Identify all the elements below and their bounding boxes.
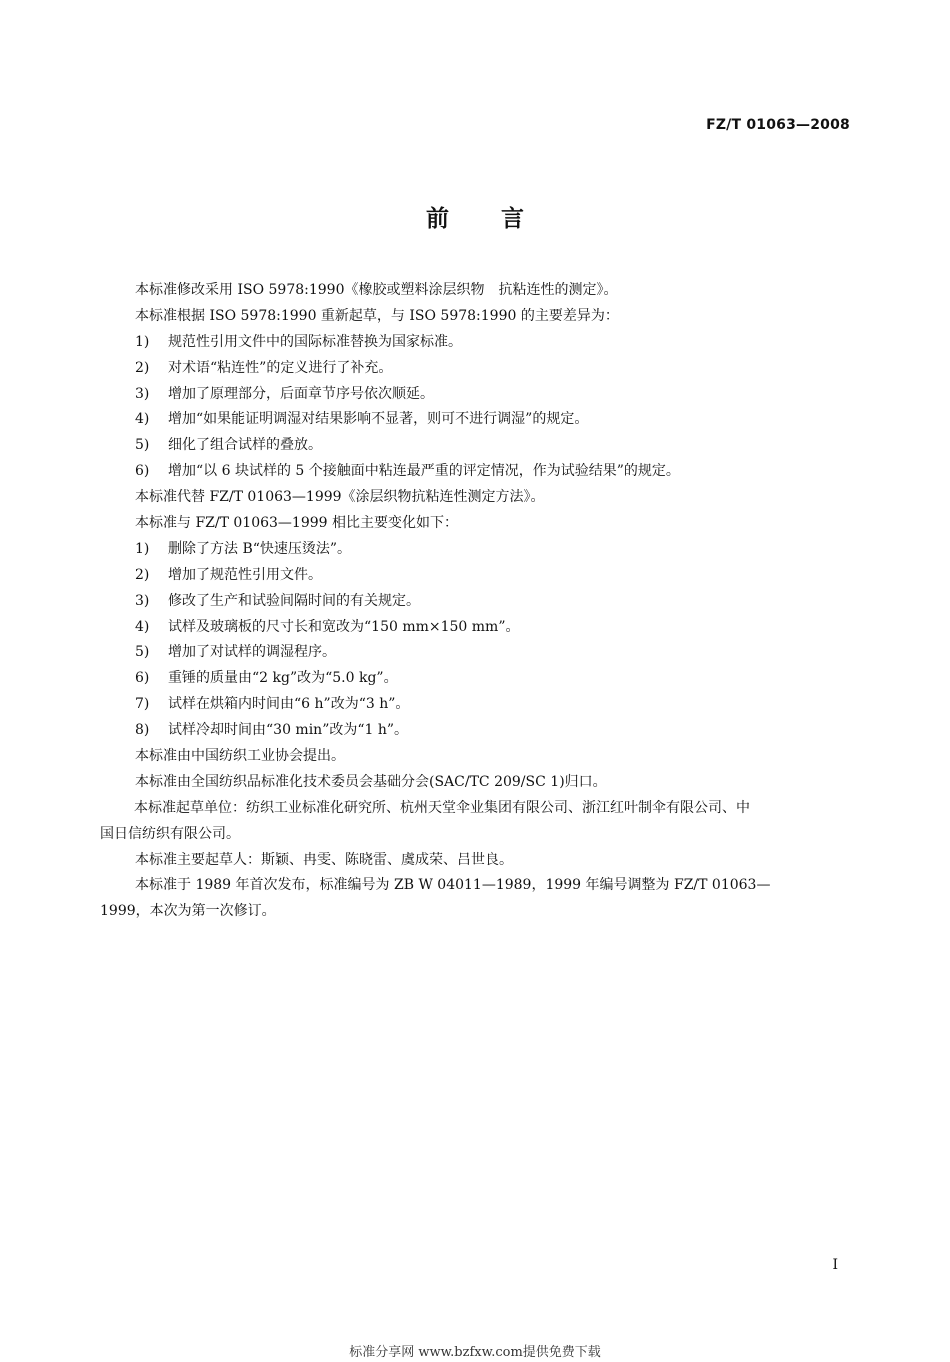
item-number: 1) xyxy=(135,540,150,557)
list-item xyxy=(135,407,850,433)
item-text: 删除了方法 B“快速压烫法”。 xyxy=(168,540,352,557)
list-item xyxy=(135,615,850,641)
standard-code: FZ/T 01063—2008 xyxy=(706,117,850,133)
item-number: 5) xyxy=(135,644,150,661)
paragraph: 本标准由全国纺织品标准化技术委员会基础分会(SAC/TC 209/SC 1)归口。 xyxy=(135,773,607,790)
item-number: 4) xyxy=(135,411,150,428)
item-text: 细化了组合试样的叠放。 xyxy=(168,437,322,454)
item-text: 增加了原理部分，后面章节序号依次顺延。 xyxy=(168,385,434,402)
item-number: 3) xyxy=(135,385,150,402)
item-text: 增加了对试样的调湿程序。 xyxy=(168,644,336,661)
item-number: 3) xyxy=(135,592,150,609)
item-number: 6) xyxy=(135,463,150,480)
item-text: 增加了规范性引用文件。 xyxy=(168,566,322,583)
item-text: 规范性引用文件中的国际标准替换为国家标准。 xyxy=(168,333,462,350)
list-item xyxy=(135,382,850,408)
item-text: 修改了生产和试验间隔时间的有关规定。 xyxy=(168,592,420,609)
list-item xyxy=(135,589,850,615)
differences-list xyxy=(135,330,850,485)
changes-list xyxy=(135,537,850,744)
item-number: 7) xyxy=(135,696,150,713)
item-text: 试样及玻璃板的尺寸长和宽改为“150 mm×150 mm”。 xyxy=(168,618,520,635)
item-text: 重锤的质量由“2 kg”改为“5.0 kg”。 xyxy=(168,670,398,687)
list-item xyxy=(135,356,850,382)
preface-body xyxy=(100,278,850,925)
page-title: 前言 xyxy=(426,206,576,232)
paragraph-continuation: 1999，本次为第一次修订。 xyxy=(100,903,276,920)
paragraph: 本标准根据 ISO 5978:1990 重新起草，与 ISO 5978:1990 的主要差异为： xyxy=(135,307,619,324)
item-text: 试样冷却时间由“30 min”改为“1 h”。 xyxy=(168,722,409,739)
list-item xyxy=(135,666,850,692)
item-number: 1) xyxy=(135,333,150,350)
list-item xyxy=(135,640,850,666)
paragraph: 本标准主要起草人：斯颖、冉雯、陈晓雷、虞成荣、吕世良。 xyxy=(135,851,513,868)
paragraph: 本标准起草单位：纺织工业标准化研究所、杭州天堂伞业集团有限公司、浙江红叶制伞有限公司、中 xyxy=(134,799,750,816)
page-number: I xyxy=(832,1257,838,1273)
list-item xyxy=(135,537,850,563)
paragraph: 本标准于 1989 年首次发布，标准编号为 ZB W 04011—1989，1999 年编号调整为 FZ/T 01063— xyxy=(135,877,771,894)
list-item xyxy=(135,718,850,744)
item-text: 增加“如果能证明调湿对结果影响不显著，则可不进行调湿”的规定。 xyxy=(168,411,589,428)
paragraph: 本标准代替 FZ/T 01063—1999《涂层织物抗粘连性测定方法》。 xyxy=(135,489,545,506)
item-text: 增加“以 6 块试样的 5 个接触面中粘连最严重的评定情况，作为试验结果”的规定。 xyxy=(168,463,680,480)
paragraph: 本标准与 FZ/T 01063—1999 相比主要变化如下： xyxy=(135,515,459,532)
footer-watermark: 标准分享网 www.bzfxw.com提供免费下载 xyxy=(349,1345,601,1360)
list-item xyxy=(135,459,850,485)
item-number: 2) xyxy=(135,566,150,583)
list-item xyxy=(135,563,850,589)
item-number: 5) xyxy=(135,437,150,454)
item-number: 8) xyxy=(135,722,150,739)
list-item xyxy=(135,330,850,356)
item-number: 6) xyxy=(135,670,150,687)
paragraph-continuation: 国日信纺织有限公司。 xyxy=(100,825,240,842)
list-item xyxy=(135,692,850,718)
list-item xyxy=(135,433,850,459)
item-text: 试样在烘箱内时间由“6 h”改为“3 h”。 xyxy=(168,696,410,713)
paragraph: 本标准修改采用 ISO 5978:1990《橡胶或塑料涂层织物 抗粘连性的测定》。 xyxy=(135,282,618,298)
item-number: 2) xyxy=(135,359,150,376)
item-number: 4) xyxy=(135,618,150,635)
item-text: 对术语“粘连性”的定义进行了补充。 xyxy=(168,359,393,376)
paragraph: 本标准由中国纺织工业协会提出。 xyxy=(135,748,345,765)
